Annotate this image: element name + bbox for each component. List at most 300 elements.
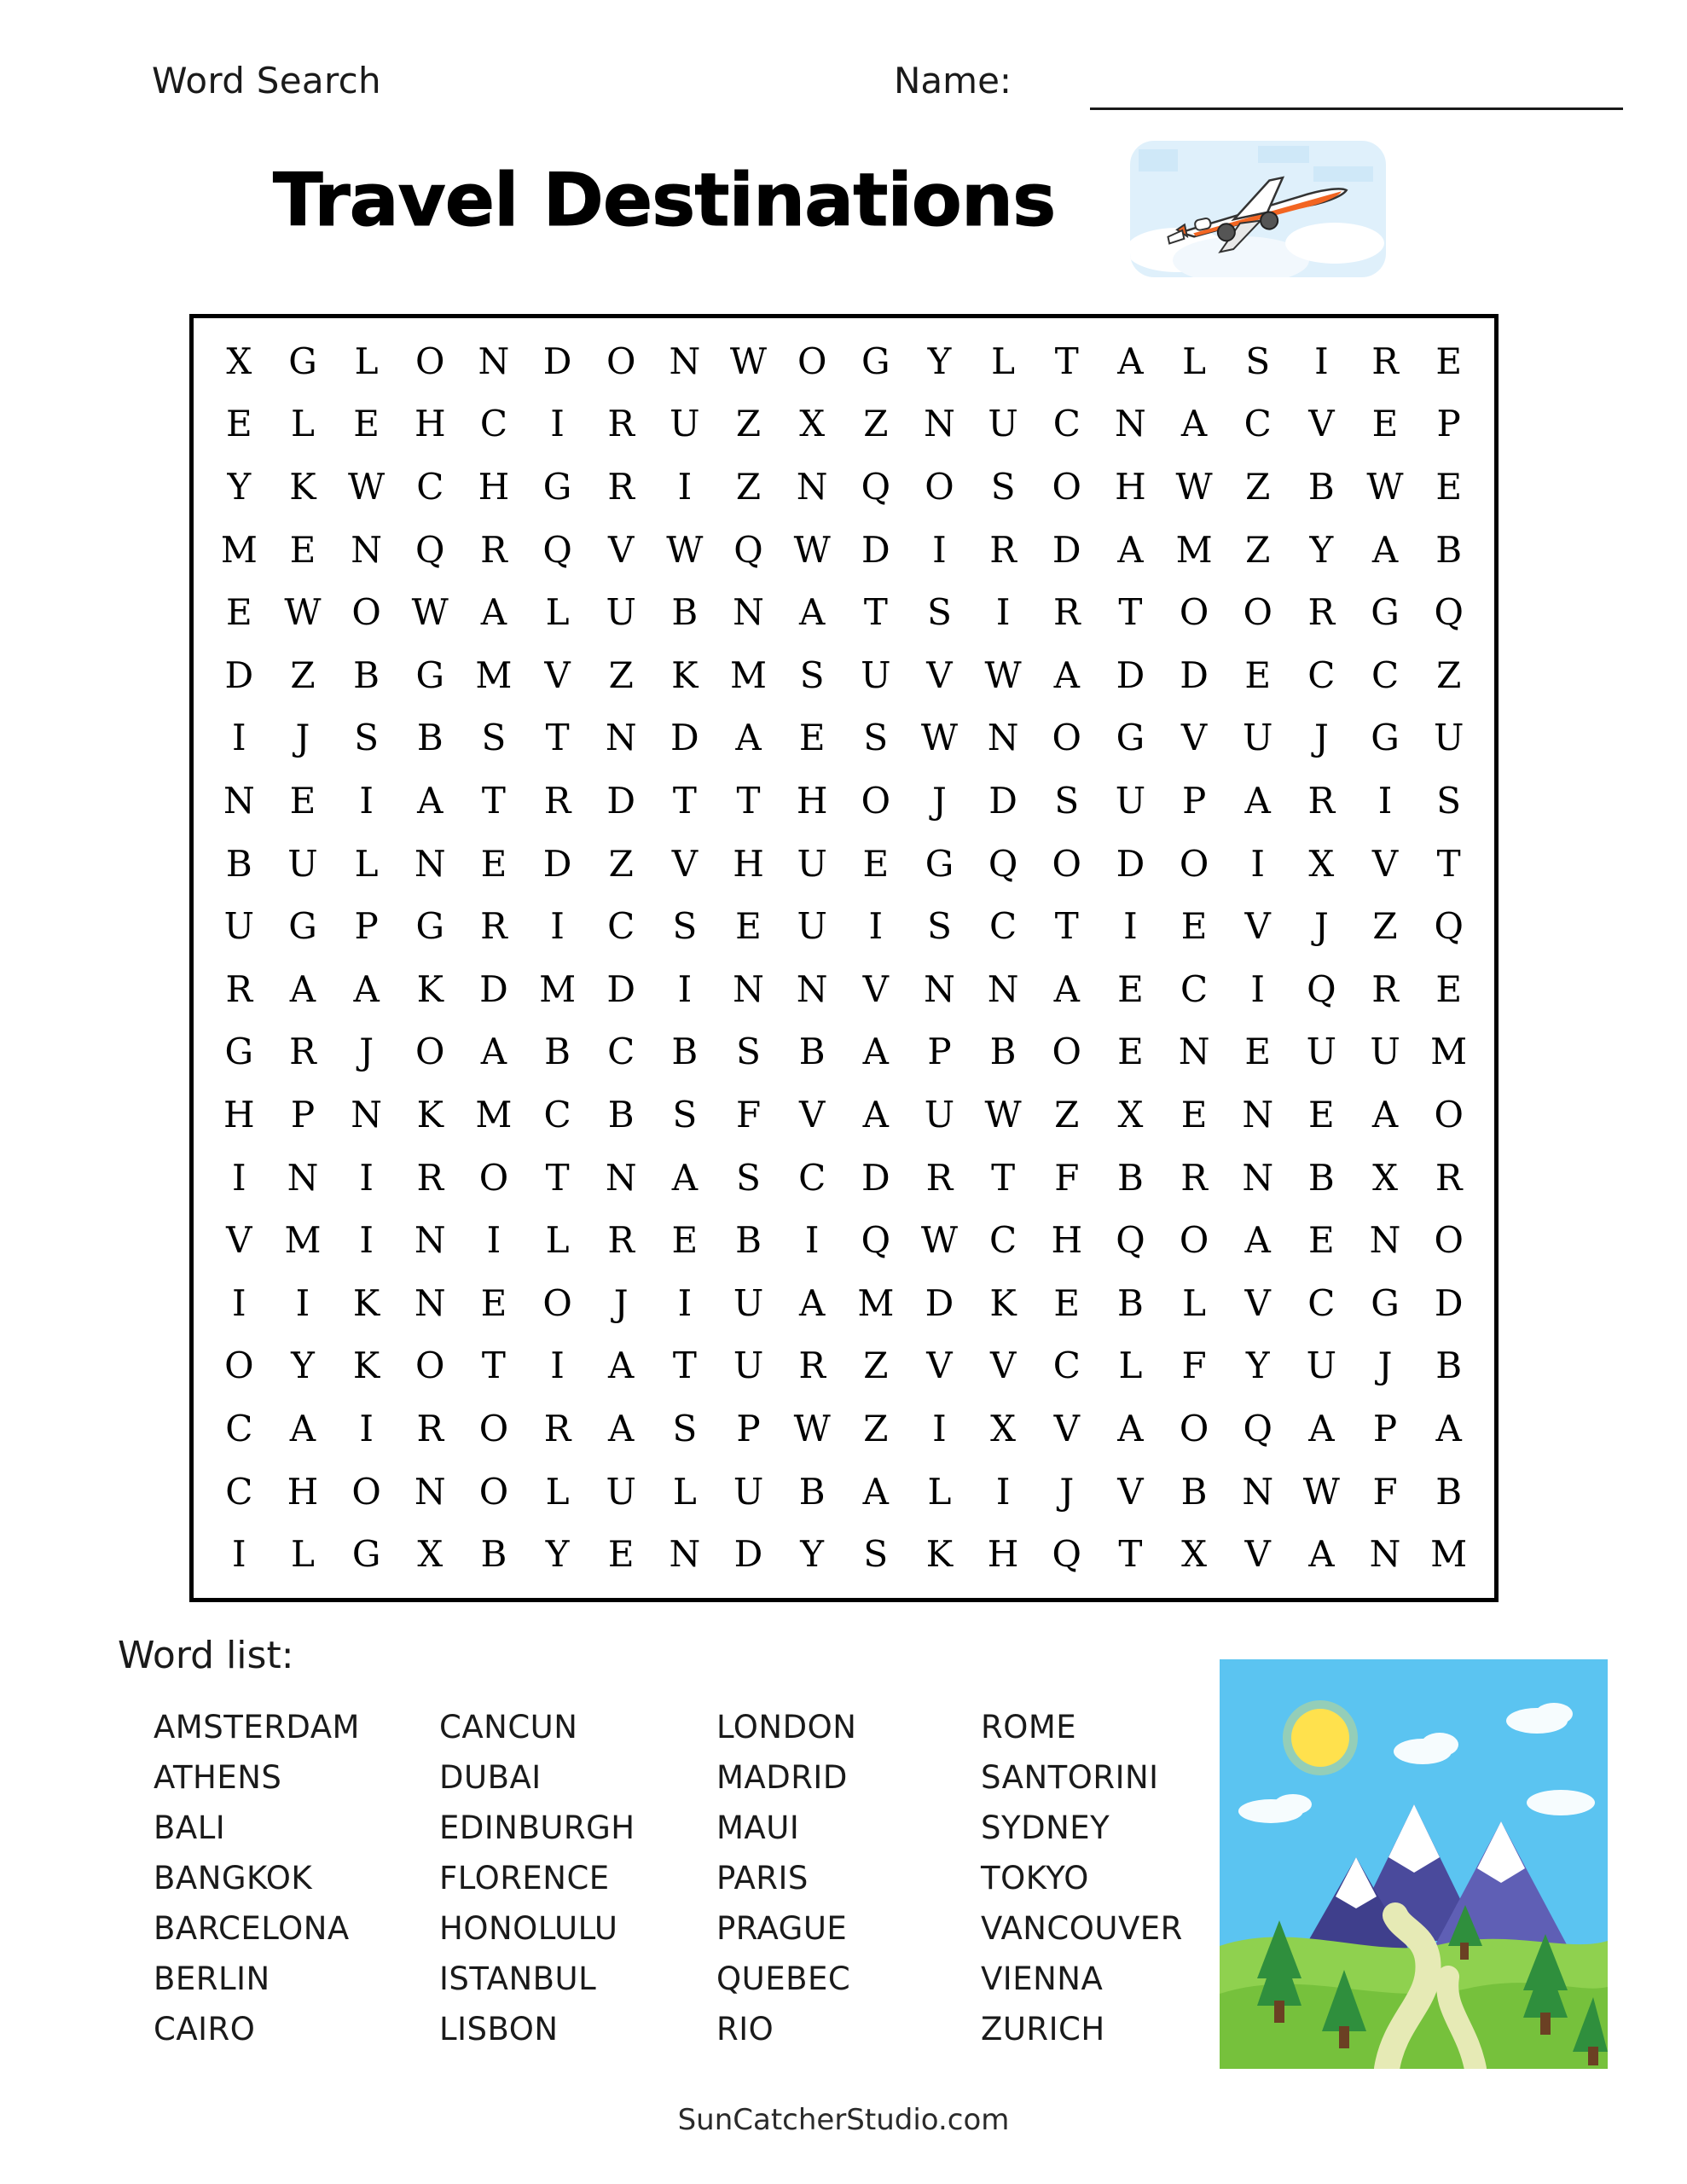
grid-cell[interactable]: L [927,1470,952,1513]
grid-cell[interactable]: Q [542,528,572,571]
grid-cell[interactable]: A [1244,779,1271,822]
grid-cell[interactable]: N [605,717,637,759]
grid-cell[interactable]: B [671,1031,699,1073]
grid-cell[interactable]: W [793,1407,831,1449]
grid-cell[interactable]: M [539,967,577,1010]
grid-cell[interactable]: N [287,1156,319,1199]
grid-cell[interactable]: Q [1307,967,1336,1010]
grid-cell[interactable]: G [415,653,445,696]
grid-cell[interactable]: B [416,717,443,759]
grid-cell[interactable]: M [1430,1533,1468,1576]
grid-cell[interactable]: W [793,528,831,571]
grid-cell[interactable]: B [607,1093,635,1136]
grid-cell[interactable]: J [1313,717,1329,759]
word-list-item[interactable]: MADRID [716,1759,848,1796]
grid-cell[interactable]: E [1180,905,1208,948]
grid-cell[interactable]: H [987,1533,1019,1576]
grid-cell[interactable]: Z [1054,1093,1080,1136]
grid-cell[interactable]: I [1250,967,1266,1010]
grid-cell[interactable]: O [861,779,891,822]
grid-cell[interactable]: A [1308,1407,1335,1449]
grid-cell[interactable]: B [1116,1281,1144,1324]
grid-cell[interactable]: I [359,1219,374,1262]
grid-cell[interactable]: C [1180,967,1209,1010]
grid-cell[interactable]: A [1053,967,1080,1010]
word-list-item[interactable]: DUBAI [439,1759,542,1796]
grid-cell[interactable]: K [416,1093,443,1136]
grid-cell[interactable]: Q [1052,1533,1081,1576]
grid-cell[interactable]: I [677,465,693,508]
grid-cell[interactable]: N [669,1533,701,1576]
grid-cell[interactable]: I [232,1156,246,1199]
grid-cell[interactable]: A [1308,1533,1335,1576]
grid-cell[interactable]: U [1306,1345,1337,1387]
grid-cell[interactable]: L [354,340,379,382]
grid-cell[interactable]: N [223,779,255,822]
grid-cell[interactable]: Z [735,465,762,508]
grid-cell[interactable]: N [414,1281,446,1324]
grid-cell[interactable]: V [926,653,953,696]
grid-cell[interactable]: L [291,1533,315,1576]
grid-cell[interactable]: Q [988,842,1018,885]
grid-cell[interactable]: G [415,905,445,948]
grid-cell[interactable]: Z [1436,653,1462,696]
grid-cell[interactable]: N [351,1093,382,1136]
grid-cell[interactable]: G [1116,717,1145,759]
grid-cell[interactable]: J [932,779,947,822]
grid-cell[interactable]: S [1436,779,1462,822]
grid-cell[interactable]: S [672,1407,698,1449]
grid-cell[interactable]: I [932,528,947,571]
grid-cell[interactable]: Z [290,653,316,696]
grid-cell[interactable]: U [1433,717,1464,759]
grid-cell[interactable]: U [1243,717,1273,759]
grid-cell[interactable]: X [990,1407,1017,1449]
grid-cell[interactable]: O [478,1156,509,1199]
grid-cell[interactable]: A [417,779,443,822]
grid-cell[interactable]: Q [1434,591,1464,634]
grid-cell[interactable]: S [927,905,952,948]
word-list-item[interactable]: VANCOUVER [981,1910,1183,1947]
grid-cell[interactable]: I [550,403,565,445]
word-list-item[interactable]: RIO [716,2011,774,2048]
grid-cell[interactable]: O [1179,1407,1209,1449]
grid-cell[interactable]: W [920,717,959,759]
grid-cell[interactable]: R [607,1219,635,1262]
word-list-item[interactable]: ZURICH [981,2011,1105,2048]
grid-cell[interactable]: R [543,1407,571,1449]
grid-cell[interactable]: E [1308,1219,1335,1262]
grid-cell[interactable]: E [735,905,762,948]
grid-cell[interactable]: D [224,653,254,696]
grid-cell[interactable]: G [1371,1281,1400,1324]
grid-cell[interactable]: C [798,1156,826,1199]
grid-cell[interactable]: C [1307,653,1336,696]
grid-cell[interactable]: R [798,1345,826,1387]
grid-cell[interactable]: O [797,340,827,382]
grid-cell[interactable]: Z [1245,528,1271,571]
grid-cell[interactable]: V [1244,905,1271,948]
word-list-item[interactable]: HONOLULU [439,1910,618,1947]
grid-cell[interactable]: A [1371,1093,1399,1136]
grid-cell[interactable]: E [671,1219,699,1262]
grid-cell[interactable]: O [478,1470,509,1513]
word-search-grid[interactable] [189,314,1499,1602]
grid-cell[interactable]: C [607,1031,635,1073]
grid-cell[interactable]: E [798,717,826,759]
grid-cell[interactable]: U [670,403,700,445]
grid-cell[interactable]: L [545,1219,570,1262]
grid-cell[interactable]: R [225,967,253,1010]
grid-cell[interactable]: P [1181,779,1207,822]
grid-cell[interactable]: R [1052,591,1081,634]
grid-cell[interactable]: E [1435,967,1462,1010]
grid-cell[interactable]: F [1372,1470,1398,1513]
grid-cell[interactable]: Z [608,653,634,696]
grid-cell[interactable]: E [1180,1093,1208,1136]
grid-cell[interactable]: A [1117,1407,1144,1449]
grid-cell[interactable]: E [1435,465,1462,508]
grid-cell[interactable]: F [1181,1345,1207,1387]
grid-cell[interactable]: E [1371,403,1399,445]
grid-cell[interactable]: D [925,1281,954,1324]
grid-cell[interactable]: O [351,591,381,634]
grid-cell[interactable]: I [677,967,693,1010]
grid-cell[interactable]: Q [415,528,445,571]
grid-cell[interactable]: N [987,967,1019,1010]
grid-cell[interactable]: I [1377,779,1393,822]
grid-cell[interactable]: M [220,528,258,571]
grid-cell[interactable]: U [988,403,1018,445]
grid-cell[interactable]: C [543,1093,571,1136]
grid-cell[interactable]: O [925,465,954,508]
grid-cell[interactable]: I [932,1407,947,1449]
grid-cell[interactable]: A [862,1470,889,1513]
grid-cell[interactable]: Z [863,403,889,445]
grid-cell[interactable]: B [353,653,380,696]
grid-cell[interactable]: S [672,1093,698,1136]
grid-cell[interactable]: Y [800,1533,825,1576]
grid-cell[interactable]: T [1118,591,1143,634]
grid-cell[interactable]: A [1053,653,1080,696]
grid-cell[interactable]: I [359,1407,374,1449]
grid-cell[interactable]: W [284,591,322,634]
grid-cell[interactable]: M [475,653,513,696]
grid-cell[interactable]: S [354,717,379,759]
grid-cell[interactable]: O [1434,1219,1464,1262]
grid-cell[interactable]: O [415,340,445,382]
grid-cell[interactable]: C [416,465,444,508]
grid-cell[interactable]: B [1435,1470,1463,1513]
grid-cell[interactable]: T [545,717,570,759]
grid-cell[interactable]: S [736,1031,761,1073]
grid-cell[interactable]: P [1436,403,1461,445]
grid-cell[interactable]: I [295,1281,310,1324]
grid-cell[interactable]: D [670,717,699,759]
grid-cell[interactable]: I [232,1533,246,1576]
grid-cell[interactable]: B [1180,1470,1208,1513]
grid-cell[interactable]: R [480,905,507,948]
grid-cell[interactable]: O [1243,591,1272,634]
grid-cell[interactable]: W [666,528,704,571]
grid-cell[interactable]: T [672,779,697,822]
grid-cell[interactable]: A [1371,528,1399,571]
grid-cell[interactable]: I [232,717,246,759]
grid-cell[interactable]: D [733,1533,763,1576]
grid-cell[interactable]: V [1117,1470,1144,1513]
grid-cell[interactable]: B [1435,528,1463,571]
grid-cell[interactable]: I [359,1156,374,1199]
grid-cell[interactable]: S [1054,779,1080,822]
grid-cell[interactable]: O [478,1407,509,1449]
grid-cell[interactable]: Q [1116,1219,1145,1262]
grid-cell[interactable]: U [1115,779,1146,822]
grid-cell[interactable]: N [605,1156,637,1199]
grid-cell[interactable]: P [1372,1407,1398,1449]
grid-cell[interactable]: W [920,1219,959,1262]
grid-cell[interactable]: A [1117,340,1144,382]
grid-cell[interactable]: N [733,591,764,634]
grid-cell[interactable]: U [861,653,891,696]
grid-cell[interactable]: J [1377,1345,1393,1387]
grid-cell[interactable]: L [672,1470,697,1513]
grid-cell[interactable]: M [284,1219,322,1262]
grid-cell[interactable]: P [736,1407,761,1449]
grid-cell[interactable]: Y [545,1533,570,1576]
grid-cell[interactable]: R [925,1156,954,1199]
grid-cell[interactable]: D [542,340,572,382]
grid-cell[interactable]: V [226,1219,252,1262]
grid-cell[interactable]: T [1118,1533,1143,1576]
grid-cell[interactable]: S [1245,340,1271,382]
grid-cell[interactable]: G [288,340,317,382]
grid-cell[interactable]: Q [733,528,763,571]
grid-cell[interactable]: N [669,340,701,382]
grid-cell[interactable]: A [480,591,507,634]
grid-cell[interactable]: N [1369,1533,1401,1576]
grid-cell[interactable]: G [224,1031,254,1073]
grid-cell[interactable]: N [1178,1031,1210,1073]
grid-cell[interactable]: T [481,1345,506,1387]
grid-cell[interactable]: O [1434,1093,1464,1136]
grid-cell[interactable]: U [733,1345,764,1387]
grid-cell[interactable]: W [348,465,386,508]
grid-cell[interactable]: T [991,1156,1016,1199]
grid-cell[interactable]: M [475,1093,513,1136]
grid-cell[interactable]: E [225,591,252,634]
grid-cell[interactable]: V [862,967,889,1010]
grid-cell[interactable]: I [995,1470,1011,1513]
grid-cell[interactable]: Z [608,842,634,885]
grid-cell[interactable]: O [542,1281,572,1324]
grid-cell[interactable]: T [672,1345,697,1387]
grid-cell[interactable]: S [927,591,952,634]
grid-cell[interactable]: U [797,842,827,885]
grid-cell[interactable]: B [735,1219,762,1262]
grid-cell[interactable]: A [1435,1407,1462,1449]
grid-cell[interactable]: D [861,528,890,571]
grid-cell[interactable]: R [1371,967,1399,1010]
grid-cell[interactable]: N [924,403,955,445]
grid-cell[interactable]: F [1054,1156,1080,1199]
grid-cell[interactable]: D [1180,653,1209,696]
grid-cell[interactable]: L [354,842,379,885]
grid-cell[interactable]: V [1053,1407,1080,1449]
grid-cell[interactable]: V [926,1345,953,1387]
grid-cell[interactable]: O [415,1345,445,1387]
grid-cell[interactable]: H [1115,465,1146,508]
grid-cell[interactable]: K [925,1533,954,1576]
grid-cell[interactable]: H [796,779,828,822]
grid-cell[interactable]: V [1308,403,1335,445]
grid-cell[interactable]: A [1180,403,1208,445]
grid-cell[interactable]: S [672,905,698,948]
grid-cell[interactable]: Z [1245,465,1271,508]
grid-cell[interactable]: D [1434,1281,1464,1324]
grid-cell[interactable]: E [1244,1031,1272,1073]
grid-cell[interactable]: X [1372,1156,1398,1199]
grid-cell[interactable]: O [1179,591,1209,634]
grid-cell[interactable]: P [290,1093,316,1136]
grid-cell[interactable]: R [543,779,571,822]
grid-cell[interactable]: P [927,1031,952,1073]
grid-cell[interactable]: S [863,717,889,759]
grid-cell[interactable]: V [1244,1281,1271,1324]
grid-cell[interactable]: T [1054,340,1079,382]
grid-cell[interactable]: R [607,403,635,445]
grid-cell[interactable]: B [671,591,699,634]
grid-cell[interactable]: Y [227,465,252,508]
grid-cell[interactable]: Z [735,403,762,445]
grid-cell[interactable]: D [1052,528,1081,571]
grid-cell[interactable]: H [733,842,764,885]
grid-cell[interactable]: N [351,528,382,571]
grid-cell[interactable]: D [1116,842,1145,885]
grid-cell[interactable]: V [1371,842,1399,885]
grid-cell[interactable]: C [607,905,635,948]
grid-cell[interactable]: G [1371,717,1400,759]
grid-cell[interactable]: U [924,1093,955,1136]
grid-cell[interactable]: A [735,717,762,759]
word-list-item[interactable]: ATHENS [154,1759,282,1796]
grid-cell[interactable]: D [479,967,508,1010]
grid-cell[interactable]: Y [1245,1345,1270,1387]
grid-cell[interactable]: J [613,1281,629,1324]
grid-cell[interactable]: E [480,842,507,885]
grid-cell[interactable]: R [416,1156,444,1199]
grid-cell[interactable]: V [1244,1533,1271,1576]
word-list-item[interactable]: LISBON [439,2011,559,2048]
grid-cell[interactable]: U [287,842,318,885]
grid-cell[interactable]: C [479,403,507,445]
grid-cell[interactable]: Y [291,1345,315,1387]
grid-cell[interactable]: E [1435,340,1462,382]
grid-cell[interactable]: N [1369,1219,1401,1262]
grid-cell[interactable]: B [1307,1156,1335,1199]
grid-cell[interactable]: Q [1243,1407,1272,1449]
grid-cell[interactable]: A [799,591,826,634]
grid-cell[interactable]: U [223,905,255,948]
grid-cell[interactable]: N [414,1470,446,1513]
grid-cell[interactable]: D [542,842,572,885]
grid-cell[interactable]: S [990,465,1016,508]
grid-cell[interactable]: C [1052,1345,1081,1387]
grid-cell[interactable]: I [995,591,1011,634]
grid-cell[interactable]: K [989,1281,1017,1324]
grid-cell[interactable]: C [989,1219,1017,1262]
grid-cell[interactable]: L [291,403,315,445]
word-list-item[interactable]: BANGKOK [154,1860,313,1896]
grid-cell[interactable]: K [671,653,699,696]
word-list-item[interactable]: CANCUN [439,1709,578,1745]
grid-cell[interactable]: B [1116,1156,1144,1199]
grid-cell[interactable]: N [414,1219,446,1262]
grid-cell[interactable]: A [1244,1219,1271,1262]
grid-cell[interactable]: X [226,340,252,382]
grid-cell[interactable]: I [486,1219,501,1262]
grid-cell[interactable]: E [607,1533,635,1576]
grid-cell[interactable]: W [984,653,1022,696]
word-list-item[interactable]: BERLIN [154,1960,270,1997]
grid-cell[interactable]: S [736,1156,761,1199]
grid-cell[interactable]: D [988,779,1017,822]
grid-cell[interactable]: V [989,1345,1017,1387]
grid-cell[interactable]: A [289,967,316,1010]
word-list-item[interactable]: EDINBURGH [439,1809,635,1846]
grid-cell[interactable]: H [478,465,510,508]
grid-cell[interactable]: G [288,905,317,948]
grid-cell[interactable]: G [542,465,572,508]
grid-cell[interactable]: E [1308,1093,1335,1136]
grid-cell[interactable]: N [414,842,446,885]
grid-cell[interactable]: J [1313,905,1329,948]
grid-cell[interactable]: W [984,1093,1022,1136]
grid-cell[interactable]: I [359,779,374,822]
grid-cell[interactable]: I [868,905,884,948]
grid-cell[interactable]: G [861,340,890,382]
grid-cell[interactable]: I [550,1345,565,1387]
grid-cell[interactable]: X [1117,1093,1144,1136]
grid-cell[interactable]: U [606,1470,636,1513]
grid-cell[interactable]: L [991,340,1016,382]
grid-cell[interactable]: R [1435,1156,1463,1199]
grid-cell[interactable]: C [1307,1281,1336,1324]
grid-cell[interactable]: C [225,1470,253,1513]
grid-cell[interactable]: R [480,528,507,571]
grid-cell[interactable]: H [414,403,446,445]
grid-cell[interactable]: T [1054,905,1079,948]
grid-cell[interactable]: V [544,653,571,696]
grid-cell[interactable]: A [289,1407,316,1449]
grid-cell[interactable]: S [481,717,507,759]
grid-cell[interactable]: A [353,967,380,1010]
grid-cell[interactable]: L [1182,1281,1207,1324]
grid-cell[interactable]: Y [1309,528,1334,571]
grid-cell[interactable]: W [729,340,768,382]
grid-cell[interactable]: V [799,1093,826,1136]
word-list-item[interactable]: SYDNEY [981,1809,1110,1846]
grid-cell[interactable]: D [606,967,636,1010]
grid-cell[interactable]: H [1051,1219,1083,1262]
grid-cell[interactable]: R [1307,591,1336,634]
word-list-item[interactable]: TOKYO [981,1860,1089,1896]
grid-cell[interactable]: U [1306,1031,1337,1073]
grid-cell[interactable]: G [351,1533,381,1576]
grid-cell[interactable]: B [989,1031,1017,1073]
grid-cell[interactable]: M [730,653,768,696]
grid-cell[interactable]: I [1123,905,1138,948]
grid-cell[interactable]: N [987,717,1019,759]
